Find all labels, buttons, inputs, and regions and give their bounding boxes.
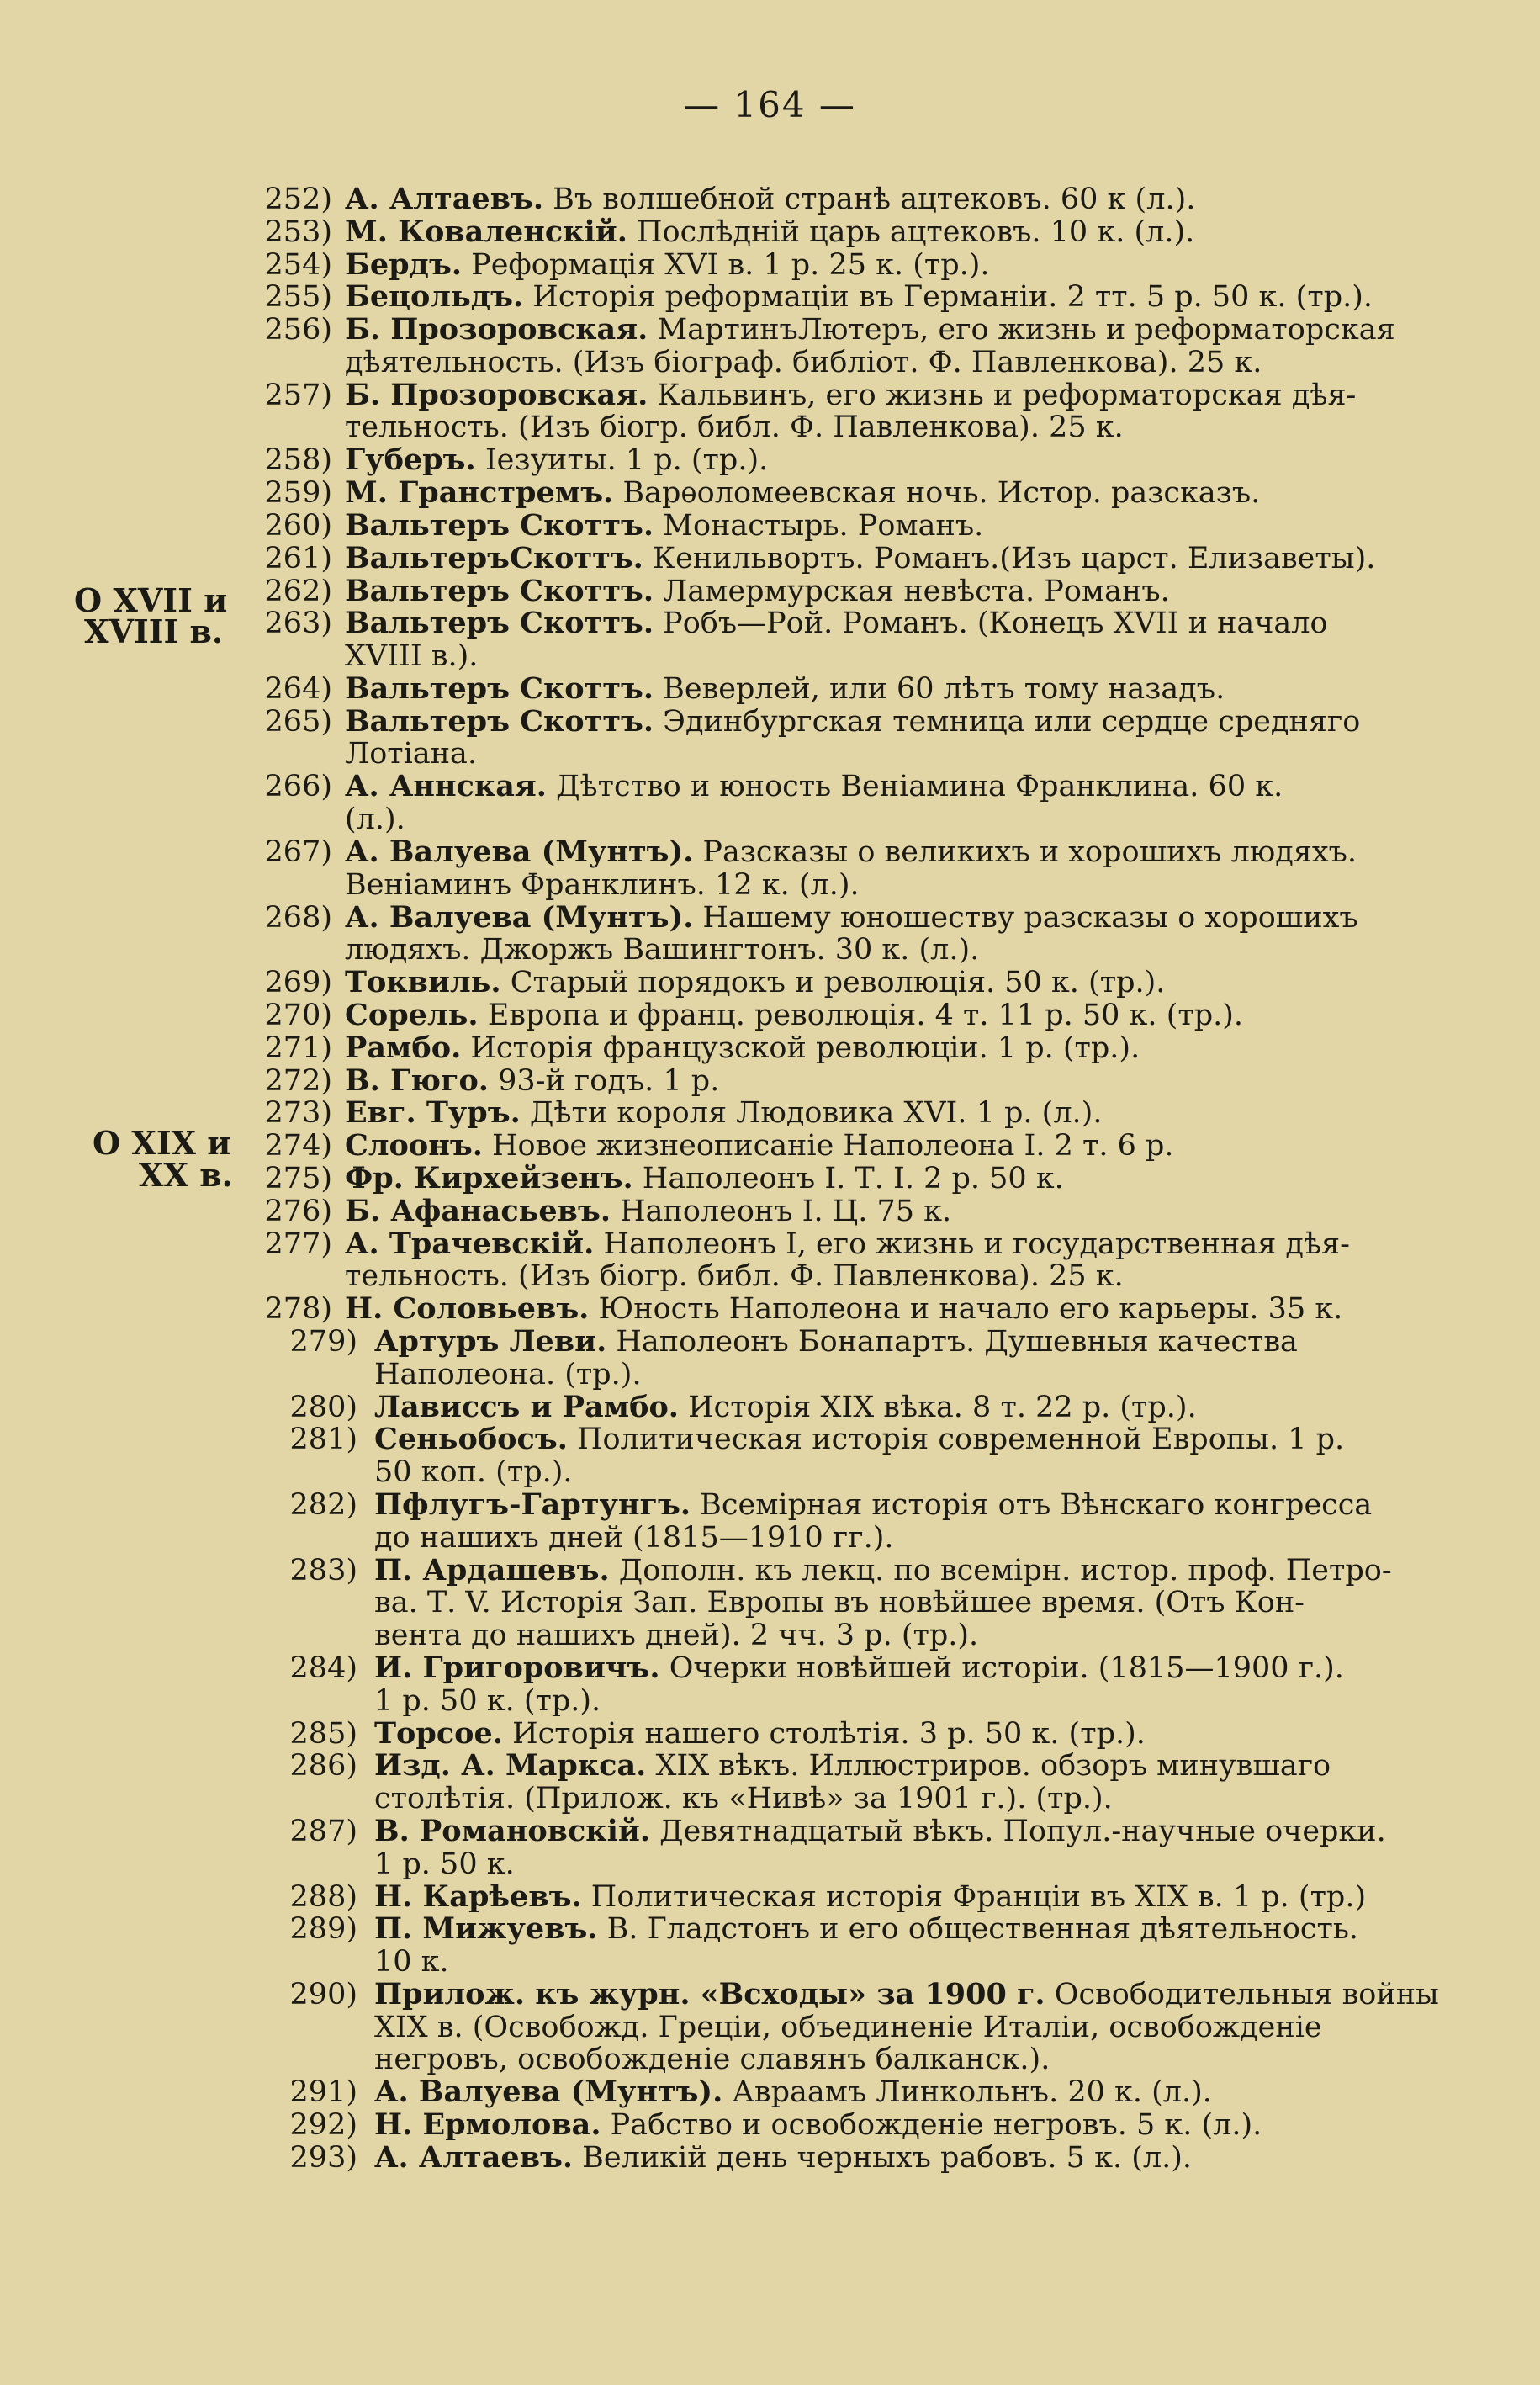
entry-text — [345, 183, 1195, 216]
entry-author: П. Ардашевъ. — [374, 1552, 610, 1587]
entry-author: Евг. Туръ. — [345, 1095, 521, 1131]
entry-line — [374, 2109, 1262, 2142]
entry-number: 252) — [264, 183, 332, 216]
entry-text — [345, 379, 1356, 444]
entry-number: 269) — [264, 966, 332, 1000]
entry-number: 257) — [264, 378, 332, 412]
entry-number: 276) — [264, 1194, 332, 1228]
section-label: О XVII и — [74, 581, 228, 619]
entry-line — [374, 1913, 1358, 1946]
entry-text — [374, 2109, 1262, 2142]
entry-number: 270) — [264, 999, 332, 1032]
section-label: XX в. — [139, 1156, 233, 1194]
entry-author: В. Гюго. — [345, 1063, 489, 1098]
entry-title: Политическая исторія Франціи въ XIX в. 1 р. (тр.) — [581, 1879, 1367, 1914]
entry-text — [345, 1032, 1140, 1065]
entry-line — [345, 246, 990, 282]
entry-line — [345, 1130, 1174, 1163]
entry-text — [374, 2142, 1192, 2175]
entry-author: П. Мижуевъ. — [374, 1911, 598, 1947]
entry-author: Губеръ. — [345, 443, 476, 478]
entry-title: В. Гладстонъ и его общественная дѣятельность. — [597, 1912, 1359, 1947]
entry-author: Торсое. — [374, 1715, 503, 1751]
entry-title: Монастырь. Романъ. — [654, 509, 984, 543]
entry-text — [345, 771, 1283, 835]
entry-author: Б. Прозоровская. — [345, 312, 648, 347]
entry-line — [345, 967, 1165, 999]
entry-author: Артуръ Леви. — [374, 1324, 607, 1359]
entry-line — [345, 836, 1357, 869]
entry-title: Исторія нашего столѣтія. 3 р. 50 к. (тр.). — [502, 1716, 1146, 1751]
entry-line — [345, 1228, 1350, 1261]
entry-title: Новое жизнеописаніе Наполеона I. 2 т. 6 р. — [482, 1129, 1174, 1163]
entry-title: Нашему юношеству разсказы о хорошихъ — [693, 900, 1358, 935]
entry-number: 285) — [289, 1716, 357, 1751]
entry-number: 274) — [264, 1129, 332, 1163]
entry-number: 284) — [289, 1651, 357, 1685]
entry-text — [345, 1097, 1102, 1130]
entry-title: Авраамъ Линкольнъ. 20 к. (л.). — [722, 2075, 1212, 2110]
entry-author: Слоонъ. — [345, 1128, 483, 1163]
entry-author: Токвиль. — [345, 965, 501, 1000]
entry-author: Сеньобосъ. — [374, 1422, 568, 1457]
entry-line — [345, 673, 1225, 706]
entry-title: Веверлей, или 60 лѣтъ тому назадъ. — [654, 672, 1225, 706]
entry-author: Вальтеръ Скоттъ. — [345, 703, 654, 739]
entry-text — [374, 2076, 1212, 2109]
entry-number: 261) — [264, 541, 332, 575]
entry-number: 265) — [264, 704, 332, 739]
entry-line: 10 к. — [374, 1944, 449, 1979]
entry-title: Очерки новѣйшей исторіи. (1815—1900 г.). — [659, 1651, 1344, 1685]
entry-author: А. Трачевскій. — [345, 1226, 595, 1261]
entry-text — [345, 281, 1373, 314]
entry-number: 283) — [289, 1553, 357, 1587]
entry-text — [374, 1489, 1372, 1554]
entry-title: Юность Наполеона и начало его карьеры. 35 к. — [589, 1292, 1343, 1327]
entry-line: 1 р. 50 к. — [374, 1847, 515, 1881]
entry-line — [345, 477, 1260, 510]
entry-text — [345, 836, 1357, 901]
entry-line — [374, 1715, 1146, 1751]
entry-number: 256) — [264, 313, 332, 347]
entry-line — [345, 1195, 951, 1228]
entry-number: 264) — [264, 672, 332, 706]
entry-number: 260) — [264, 509, 332, 543]
entry-title: МартинъЛютеръ, его жизнь и реформаторская — [648, 313, 1395, 347]
entry-author: Изд. А. Маркса. — [374, 1748, 647, 1783]
entry-line — [374, 1881, 1366, 1914]
entry-number: 286) — [289, 1749, 357, 1783]
entry-text — [345, 1293, 1342, 1326]
entry-title: XIX вѣкъ. Иллюстриров. обзоръ минувшаго — [646, 1749, 1331, 1783]
entry-author: М. Коваленскій. — [345, 214, 627, 249]
entry-author: Сорель. — [345, 998, 479, 1032]
entry-title: Исторія французской революціи. 1 р. (тр.). — [461, 1031, 1140, 1065]
entry-line — [345, 575, 1170, 608]
entry-author: В. Романовскій. — [374, 1814, 651, 1848]
entry-title: Реформація XVI в. 1 р. 25 к. (тр.). — [462, 247, 990, 282]
entry-number: 289) — [289, 1912, 357, 1947]
entry-number: 288) — [289, 1879, 357, 1914]
entry-number: 271) — [264, 1031, 332, 1065]
entry-number: 255) — [264, 280, 332, 315]
entry-line: 50 коп. (тр.). — [374, 1455, 573, 1489]
entry-text — [345, 477, 1260, 510]
entry-number: 277) — [264, 1227, 332, 1261]
entry-line — [345, 540, 1376, 575]
entry-title: Освободительныя войны — [1045, 1978, 1439, 2011]
entry-text — [374, 1750, 1331, 1815]
entry-author: А. Валуева (Мунтъ). — [374, 2075, 723, 2110]
entry-text — [374, 1423, 1344, 1488]
entry-line — [374, 1423, 1344, 1456]
entry-line — [345, 1032, 1140, 1065]
entry-number: 290) — [289, 1978, 357, 2011]
entry-number: 254) — [264, 247, 332, 282]
entry-title: Въ волшебной странѣ ацтековъ. 60 к (л.). — [543, 183, 1196, 216]
entry-number: 259) — [264, 476, 332, 511]
entry-line — [345, 1293, 1342, 1326]
entry-number: 258) — [264, 443, 332, 478]
entry-line — [374, 2142, 1192, 2175]
entry-text — [345, 607, 1328, 672]
entry-title: Великій день черныхъ рабовъ. 5 к. (л.). — [573, 2141, 1192, 2175]
entry-author: Бецольдъ. — [345, 279, 524, 315]
entry-text — [374, 1913, 1358, 1978]
entry-line: негровъ, освобожденіе славянъ балканск.). — [374, 2043, 1050, 2076]
entry-title: Робъ—Рой. Романъ. (Конецъ XVII и начало — [654, 607, 1328, 641]
entry-line — [374, 1552, 1392, 1587]
entry-author: ВальтеръСкоттъ. — [345, 540, 643, 575]
entry-title: Наполеонъ I. Ц. 75 к. — [611, 1194, 952, 1228]
entry-number: 253) — [264, 215, 332, 249]
entry-line — [374, 2076, 1212, 2109]
entry-number: 268) — [264, 900, 332, 935]
entry-title: Наполеонъ Бонапартъ. Душевныя качества — [606, 1325, 1298, 1359]
entry-number: 292) — [289, 2108, 357, 2143]
entry-title: Старый порядокъ и революція. 50 к. (тр.). — [500, 966, 1166, 1000]
entry-number: 262) — [264, 574, 332, 608]
entry-line: XVIII в.). — [345, 639, 479, 673]
entry-author: Рамбо. — [345, 1030, 462, 1065]
entry-author: Н. Карѣевъ. — [374, 1879, 582, 1914]
entry-number: 273) — [264, 1096, 332, 1131]
entry-author: Б. Прозоровская. — [345, 377, 648, 412]
entry-title: Всемірная исторія отъ Вѣнскаго конгресса — [691, 1488, 1373, 1522]
entry-line — [345, 216, 1194, 249]
entry-title: Политическая исторія современной Европы. 1 р. — [567, 1423, 1345, 1457]
entry-author: Вальтеръ Скоттъ. — [345, 606, 654, 641]
entry-text — [374, 1652, 1344, 1717]
entry-line — [345, 281, 1373, 314]
entry-text — [345, 314, 1395, 379]
entry-text — [345, 540, 1376, 575]
entry-author: Вальтеръ Скоттъ. — [345, 573, 654, 608]
entry-text — [374, 1979, 1439, 2076]
page-number: — 164 — — [684, 84, 856, 125]
entry-text — [345, 246, 990, 282]
entry-title: Разсказы о великихъ и хорошихъ людяхъ. — [693, 835, 1357, 869]
entry-line — [374, 1652, 1344, 1685]
entry-line — [345, 510, 983, 543]
entry-author: И. Григоровичъ. — [374, 1651, 660, 1685]
entry-text — [374, 1715, 1146, 1751]
entry-number: 267) — [264, 835, 332, 869]
entry-text — [345, 967, 1165, 999]
entry-title: Исторія реформаціи въ Германіи. 2 тт. 5 р. 50 к. (тр.). — [523, 280, 1373, 315]
entry-number: 293) — [289, 2141, 357, 2175]
entry-title: Послѣдній царь ацтековъ. 10 к. (л.). — [627, 215, 1195, 249]
entry-title: Дополн. къ лекц. по всемірн. истор. проф. Петро- — [609, 1553, 1392, 1587]
entry-line: (л.). — [345, 802, 405, 836]
entry-number: 266) — [264, 770, 332, 804]
entry-line — [345, 703, 1361, 739]
entry-title: Девятнадцатый вѣкъ. Попул.-научные очерки. — [650, 1815, 1386, 1848]
section-label: XVIII в. — [84, 612, 224, 650]
entry-title: Ламермурская невѣста. Романъ. — [654, 574, 1170, 608]
entry-author: Прилож. къ журн. «Всходы» за 1900 г. — [374, 1977, 1045, 2011]
entry-line — [345, 314, 1395, 347]
entry-line — [345, 1065, 719, 1098]
entry-author: М. Гранстремъ. — [345, 475, 614, 511]
entry-line — [345, 379, 1356, 412]
entry-line: ва. Т. V. Исторія Зап. Европы въ новѣйшее время. (Отъ Кон- — [374, 1586, 1305, 1620]
entry-line — [345, 444, 768, 477]
entry-author: Н. Ермолова. — [374, 2107, 601, 2143]
entry-text — [345, 673, 1225, 706]
entry-number: 279) — [289, 1325, 357, 1359]
entry-number: 287) — [289, 1815, 357, 1848]
entry-line — [374, 1489, 1372, 1522]
entry-line — [374, 1750, 1331, 1783]
entry-author: А. Алтаевъ. — [374, 2140, 574, 2175]
entry-text — [345, 1228, 1350, 1293]
entry-number: 263) — [264, 607, 332, 641]
entry-line: XIX в. (Освобожд. Греціи, объединеніе Италіи, освобожденіе — [374, 2010, 1322, 2044]
entry-title: 93-й годъ. 1 р. — [488, 1063, 720, 1098]
entry-text — [374, 1391, 1197, 1424]
entry-title: Іезуиты. 1 р. (тр.). — [475, 443, 769, 478]
entry-line: 1 р. 50 к. (тр.). — [374, 1683, 601, 1718]
entry-number: 291) — [289, 2075, 357, 2110]
entry-author: Бердъ. — [345, 246, 463, 282]
entry-author: Вальтеръ Скоттъ. — [345, 671, 654, 706]
entry-author: А. Алтаевъ. — [345, 182, 544, 216]
entry-number: 280) — [289, 1390, 357, 1424]
entry-text — [345, 575, 1170, 608]
entry-title: Рабство и освобожденіе негровъ. 5 к. (л.). — [601, 2108, 1262, 2143]
entry-author: Вальтеръ Скоттъ. — [345, 508, 654, 543]
entry-title: Кенильвортъ. Романъ.(Изъ царст. Елизаветы). — [643, 541, 1376, 575]
entry-author: А. Аннская. — [345, 769, 547, 804]
entry-number: 275) — [264, 1162, 332, 1195]
entry-line — [345, 999, 1243, 1032]
entry-line — [345, 1163, 1064, 1195]
entry-text — [374, 1326, 1298, 1391]
entry-line: людяхъ. Джоржъ Вашингтонъ. 30 к. (л.). — [345, 933, 980, 967]
entry-line — [345, 1097, 1102, 1130]
entry-title: Исторія XIX вѣка. 8 т. 22 р. (тр.). — [678, 1390, 1197, 1424]
section-label: О XIX и — [93, 1124, 231, 1162]
entry-line: тельность. (Изъ біогр. библ. Ф. Павленкова). 25 к. — [345, 411, 1124, 445]
entry-line — [374, 1979, 1439, 2011]
entry-text — [345, 899, 1358, 967]
entry-text — [345, 444, 768, 477]
entry-author: Лависсъ и Рамбо. — [374, 1389, 679, 1424]
entry-author: Н. Соловьевъ. — [345, 1291, 590, 1327]
entry-text — [374, 1881, 1366, 1914]
entry-number: 272) — [264, 1063, 332, 1098]
entry-title: Кальвинъ, его жизнь и реформаторская дѣя- — [648, 378, 1357, 412]
entry-line — [374, 1391, 1197, 1424]
entry-text — [345, 1195, 951, 1228]
entry-line: Лотіана. — [345, 737, 478, 771]
entry-number: 282) — [289, 1488, 357, 1522]
entry-line — [345, 771, 1283, 803]
entry-line: столѣтія. (Прилож. къ «Нивѣ» за 1901 г.). (тр.). — [374, 1781, 1113, 1815]
entry-text — [345, 1130, 1174, 1163]
entry-title: Дѣти короля Людовика XVI. 1 р. (л.). — [520, 1096, 1103, 1131]
entry-line — [345, 899, 1358, 935]
entry-title: Варѳоломеевская ночь. Истор. разсказъ. — [613, 476, 1261, 511]
entry-number: 281) — [289, 1423, 357, 1457]
entry-text — [345, 1163, 1064, 1195]
entry-title: Наполеонъ I. Т. I. 2 р. 50 к. — [632, 1162, 1064, 1195]
entry-text — [345, 510, 983, 543]
entry-line: до нашихъ дней (1815—1910 гг.). — [374, 1520, 894, 1555]
entry-title: Дѣтство и юность Веніамина Франклина. 60 к. — [546, 770, 1283, 804]
entry-line: Наполеона. (тр.). — [374, 1357, 642, 1391]
entry-title: Европа и франц. революція. 4 т. 11 р. 50 к. (тр.). — [478, 999, 1244, 1032]
entry-author: Б. Афанасьевъ. — [345, 1193, 611, 1228]
entry-text — [345, 216, 1194, 249]
entry-text — [345, 999, 1243, 1032]
entry-line — [345, 607, 1328, 640]
entry-line: тельность. (Изъ біогр. библ. Ф. Павленкова). 25 к. — [345, 1259, 1124, 1294]
entry-author: А. Валуева (Мунтъ). — [345, 835, 694, 869]
entry-text — [345, 1065, 719, 1098]
entry-line — [374, 1815, 1386, 1848]
entry-line — [345, 183, 1195, 216]
entry-text — [374, 1552, 1392, 1652]
entry-author: Фр. Кирхейзенъ. — [345, 1161, 633, 1195]
entry-line: вента до нашихъ дней). 2 чч. 3 р. (тр.). — [374, 1618, 979, 1652]
entry-line: дѣятельность. (Изъ біограф. библіот. Ф. Павленкова). 25 к. — [345, 345, 1262, 379]
entry-author: А. Валуева (Мунтъ). — [345, 899, 694, 935]
entry-text — [374, 1815, 1386, 1880]
entry-line: Веніаминъ Франклинъ. 12 к. (л.). — [345, 867, 860, 902]
entry-text — [345, 703, 1361, 771]
entry-number: 278) — [264, 1292, 332, 1327]
entry-title: Эдинбургская темница или сердце средняго — [654, 704, 1361, 739]
entry-line — [374, 1326, 1298, 1359]
entry-author: Пфлугъ-Гартунгъ. — [374, 1487, 691, 1522]
entry-title: Наполеонъ I, его жизнь и государственная дѣя- — [594, 1227, 1350, 1261]
